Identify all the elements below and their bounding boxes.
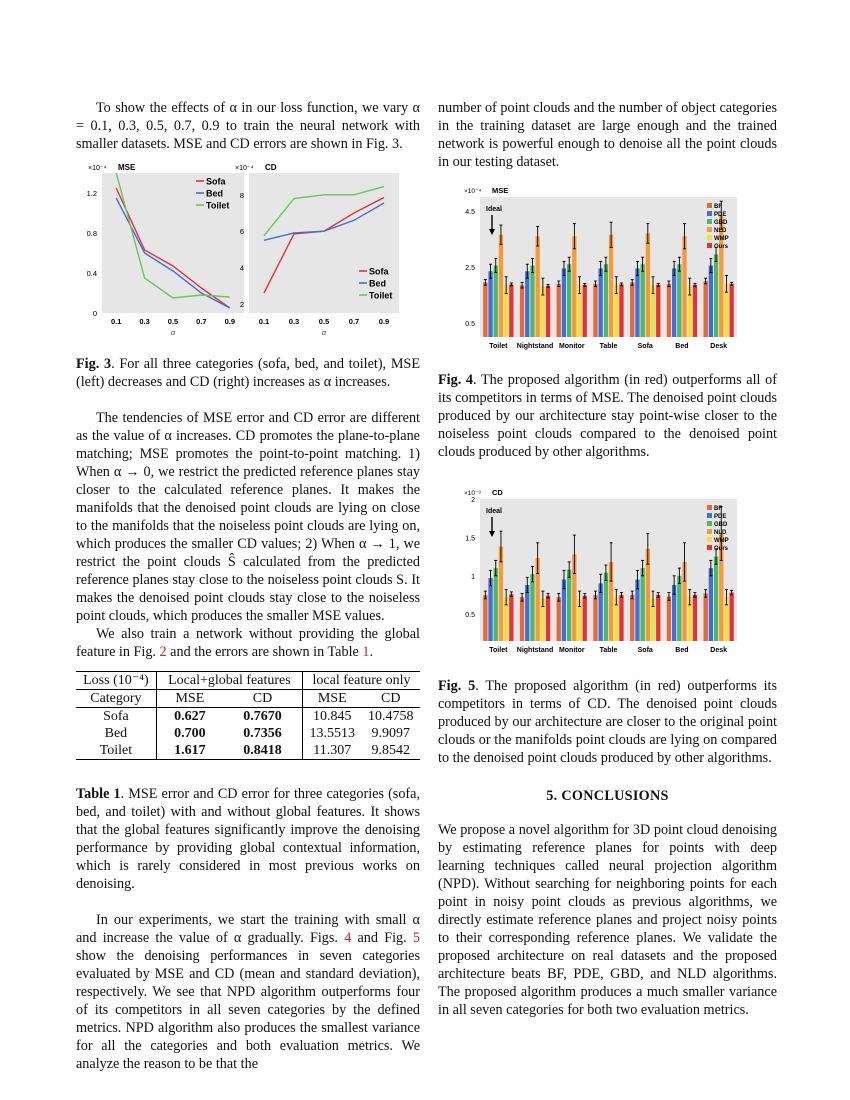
fig5-cd-legend-swatch-ours	[707, 545, 712, 550]
table-cell: 10.845	[313, 709, 352, 724]
fig4-mse-bar-nld	[536, 236, 540, 337]
fig5-cd-title: CD	[492, 488, 503, 497]
fig5-cd-bar-ours	[509, 594, 513, 641]
table-1-caption	[76, 785, 420, 893]
paragraph-continued: number of point clouds and the number of object categories in the training dataset are large enough and the trained network is powerful enough to denoise all the point clouds in our testing dataset.	[438, 100, 777, 170]
fig4-mse-category-label: Table	[599, 343, 618, 350]
fig4-mse-category-label: Monitor	[558, 343, 585, 350]
fig4-mse-ytick-label: 4.5	[465, 209, 475, 216]
table-cell: 0.8418	[223, 742, 303, 760]
fig3-cd-ytick-label: 4	[239, 263, 244, 273]
fig4-mse-category-label: Bed	[675, 343, 689, 350]
fig4-mse-legend-swatch-ours	[707, 243, 712, 248]
fig4-mse-category-label: Sofa	[637, 343, 653, 350]
fig5-cd-bar-ours	[656, 595, 660, 641]
fig3-mse-title: MSE	[118, 163, 136, 172]
table-cell: 9.8542	[362, 742, 420, 760]
table-header-category: Category	[76, 690, 156, 708]
table-header-mse-1: MSE	[156, 690, 223, 708]
fig3-cd-title: CD	[265, 163, 277, 172]
fig3-cd-xtick-label: 0.1	[258, 317, 270, 326]
fig3-cd-xlabel: α	[321, 328, 327, 337]
fig3-cd-legend-label-toilet: Toilet	[369, 290, 393, 301]
fig4-mse-legend-label-bf: BF	[714, 204, 722, 210]
fig5-cd-category-label: Sofa	[637, 647, 653, 654]
fig4-mse-legend-swatch-pde	[707, 211, 712, 216]
table-cell: Bed	[76, 725, 156, 742]
table-cell: 9.9097	[371, 726, 410, 741]
fig3-mse-group	[87, 163, 244, 337]
fig4-mse-ytick-label: 2.5	[465, 265, 475, 272]
fig4-mse-bar-nld	[682, 236, 686, 337]
fig4-mse-category-label: Desk	[710, 343, 728, 350]
fig5-cd-ideal-label: Ideal	[486, 508, 502, 515]
fig4-mse-bar-nld	[572, 236, 576, 337]
paragraph-conclusions: We propose a novel algorithm for 3D point cloud denoising by estimating reference planes for points with deep learning techniques called neural projection algorithm (NPD). Without searching for neighboring points for each point in noisy point clouds as previous algorithms, we directly estimate reference planes and project noisy points to their corresponding reference planes. We validate the proposed architecture on real datasets and the proposed architecture beats BF, PDE, GBD, and NLD algorithms. The proposed algorithm produces a much smaller variance in all seven categories for both two evaluation metrics.	[438, 822, 777, 1018]
fig4-mse-bar-nld	[646, 233, 650, 337]
fig3-cd-legend-label-sofa: Sofa	[369, 266, 389, 277]
para4-text-c: show the denoising performances in seven categories evaluated by MSE and CD (mean and standard deviation), respectively. We see that NPD algorithm outperforms four of its competitors in all seven categories by the defined metrics. NPD algorithm also produces the smallest variance for all the categories and both evaluation metrics. We analyze the reason to be that the	[76, 948, 420, 1072]
figure-2-link[interactable]: 2	[159, 644, 167, 660]
fig5-cd-legend-label-wmp: WMP	[714, 538, 729, 544]
table-row	[76, 708, 420, 726]
figure-4-caption-text: . The proposed algorithm (in red) outperforms all of its competitors in terms of MSE. The denoised point clouds produced by our architecture stay point-wise closer to the noiseless point clouds compared to the denoised point clouds produced by other algorithms.	[438, 372, 777, 460]
fig5-cd-bar-pde	[709, 568, 713, 641]
table-row	[76, 742, 420, 760]
paragraph-experiments	[76, 911, 420, 1073]
table-cell: 0.700	[174, 726, 206, 741]
fig5-cd-bar-ours	[693, 595, 697, 641]
fig4-mse-category-label: Nightstand	[516, 343, 554, 350]
fig3-cd-scale-label: ×10⁻⁴	[235, 165, 254, 172]
fig3-mse-ytick-label: 1.2	[86, 189, 97, 198]
table-cell: 13.5513	[309, 726, 356, 741]
figure-5-caption-label: Fig. 5	[438, 678, 476, 694]
fig4-mse-legend-swatch-bf	[707, 203, 712, 208]
figure-3-caption-label: Fig. 3	[76, 356, 112, 372]
fig4-mse-bar-ours	[509, 284, 513, 337]
paragraph-tendencies: The tendencies of MSE error and CD error are different as the value of α increases. CD promotes the plane-to-plane matching; MSE promotes the point-to-point matching. 1) When α → 0, we restrict the predicted reference planes stay closer to the calculated reference planes. It makes the manifolds that the denoised point clouds are lying on close to the manifolds that the noiseless point clouds are lying on, which produces the smaller CD values; 2) When α → 1, we restrict the point clouds Ŝ calculated from the predicted reference planes stay close to the noiseless point clouds S. It makes the denoised point clouds stay close to the noiseless point clouds, which produces the smaller MSE values.	[76, 410, 420, 624]
fig4-mse-bar-ours	[583, 285, 587, 337]
fig4-mse-bar-pde	[488, 271, 492, 337]
fig4-mse-bar-ours	[693, 285, 697, 337]
fig5-cd-category-label: Nightstand	[516, 647, 554, 654]
table-cell: 11.307	[303, 742, 362, 760]
fig3-cd-xtick-label: 0.9	[378, 317, 390, 326]
fig3-mse-ytick-label: 0	[92, 309, 97, 318]
table-cell: 1.617	[156, 742, 223, 760]
table-cell: Sofa	[76, 708, 156, 726]
fig5-cd-bar-bf	[593, 595, 597, 641]
fig3-mse-ytick-label: 0.4	[86, 269, 97, 278]
fig5-cd-bar-ours	[619, 595, 623, 641]
table-cell: 0.7670	[223, 708, 303, 726]
fig4-mse-bar-gbd	[714, 254, 718, 337]
fig4-mse-bar-ours	[546, 286, 550, 337]
right-column	[438, 99, 777, 1019]
fig4-mse-bar-gbd	[567, 264, 571, 337]
left-column	[76, 99, 420, 1073]
table-header-local-global: Local+global features	[156, 672, 302, 690]
fig3-mse-ytick-label: 0.8	[86, 229, 97, 238]
fig5-cd-bar-gbd	[604, 573, 608, 641]
fig3-cd-ytick-label: 8	[239, 190, 244, 200]
fig4-mse-bar-bf	[557, 284, 561, 337]
figure-4-caption	[438, 371, 777, 461]
fig3-mse-xlabel: α	[170, 328, 176, 337]
figure-4-link[interactable]: 4	[344, 930, 352, 946]
fig4-mse-bar-bf	[483, 282, 487, 337]
table-1-link[interactable]: 1	[362, 644, 370, 660]
fig4-mse-plot-area	[480, 197, 737, 337]
fig3-cd-legend-label-bed: Bed	[369, 278, 387, 289]
fig4-mse-category-label: Toilet	[489, 343, 508, 350]
fig5-cd-bar-ours	[730, 593, 734, 641]
fig4-mse-bar-pde	[599, 268, 603, 337]
fig4-mse-bar-ours	[730, 284, 734, 337]
fig5-cd-bar-bf	[704, 593, 708, 641]
table-header-cd-1: CD	[223, 690, 303, 708]
fig4-mse-bar-gbd	[530, 266, 534, 337]
fig5-cd-bar-gbd	[530, 574, 534, 641]
fig3-cd-ytick-label: 6	[239, 227, 244, 237]
fig4-mse-scale-label: ×10⁻⁴	[464, 188, 482, 195]
fig4-mse-bar-ours	[619, 284, 623, 337]
fig5-cd-bar-gbd	[714, 557, 718, 641]
table-1-caption-label: Table 1	[76, 786, 121, 802]
fig4-mse-bar-pde	[709, 266, 713, 337]
fig4-mse-bar-gbd	[494, 266, 498, 337]
paragraph-global-feature	[76, 625, 420, 661]
fig4-mse-bar-ours	[656, 285, 660, 337]
fig3-mse-legend-label-sofa: Sofa	[206, 176, 226, 187]
fig5-cd-plot-area	[480, 499, 737, 641]
fig5-cd-bar-ours	[583, 596, 587, 641]
figure-5-link[interactable]: 5	[412, 930, 420, 946]
fig4-mse-bar-gbd	[641, 264, 645, 337]
fig4-mse-bar-bf	[667, 284, 671, 337]
fig5-cd-legend-swatch-nld	[707, 529, 712, 534]
fig5-cd-bar-gbd	[494, 568, 498, 641]
fig5-cd-ytick-label: 1	[471, 573, 475, 581]
fig5-cd-bar-bf	[667, 597, 671, 642]
fig5-cd-scale-label: ×10⁻³	[464, 490, 481, 497]
para4-text-a: In our experiments, we start the training with small α and increase the value of α gradually. Figs.	[76, 912, 420, 946]
fig4-mse-legend-swatch-nld	[707, 227, 712, 232]
fig4-mse-group	[464, 186, 737, 350]
fig4-mse-bar-bf	[520, 285, 524, 337]
table-cell: 10.4758	[368, 709, 414, 724]
fig5-cd-category-label: Bed	[675, 647, 689, 654]
fig5-cd-category-label: Table	[599, 647, 618, 654]
fig5-cd-bar-bf	[483, 595, 487, 641]
table-header-local-only: local feature only	[303, 672, 420, 690]
fig5-cd-bar-gbd	[567, 570, 571, 641]
para3-text-c: .	[369, 644, 373, 660]
fig4-mse-bar-gbd	[677, 264, 681, 337]
fig4-mse-legend-label-wmp: WMP	[714, 236, 729, 242]
figure-5-caption	[438, 677, 777, 767]
figure-4-caption-label: Fig. 4	[438, 372, 474, 388]
figure-3-caption	[76, 355, 420, 391]
table-cell: 0.7356	[223, 725, 303, 742]
fig5-cd-category-label: Toilet	[489, 647, 508, 654]
fig5-cd-bar-bf	[630, 595, 634, 641]
figure-5-caption-text: . The proposed algorithm (in red) outperforms its competitors in terms of CD. The denoised point clouds produced by our architecture are closer to the original point clouds or the manifolds point clouds are lying on compared to the denoised point clouds produced by other algorithms.	[438, 678, 778, 766]
fig5-cd-legend-swatch-pde	[707, 513, 712, 518]
fig3-cd-xtick-label: 0.5	[318, 317, 330, 326]
fig3-cd-group	[235, 163, 399, 337]
fig5-cd-bar-bf	[557, 597, 561, 641]
fig5-cd-legend-label-bf: BF	[714, 506, 722, 512]
fig4-mse-bar-pde	[525, 271, 529, 337]
fig5-cd-category-label: Monitor	[558, 647, 585, 654]
fig3-mse-xtick-label: 0.3	[139, 317, 150, 326]
fig5-cd-legend-label-pde: PDE	[714, 514, 727, 520]
fig3-cd-xtick-label: 0.3	[288, 317, 300, 326]
fig4-mse-bar-pde	[672, 268, 676, 337]
figure-5	[438, 485, 777, 659]
figure-4	[438, 183, 777, 355]
fig5-cd-bar-ours	[546, 596, 550, 641]
figure-3	[76, 161, 420, 343]
paragraph-alpha-effects: To show the effects of α in our loss function, we vary α = 0.1, 0.3, 0.5, 0.7, 0.9 to train the neural network with smaller datasets. MSE and CD errors are shown in Fig. 3.	[76, 100, 420, 152]
fig4-mse-legend-label-pde: PDE	[714, 212, 727, 218]
fig4-mse-legend-label-ours: Ours	[714, 244, 729, 250]
fig4-mse-bar-bf	[704, 281, 708, 337]
fig4-mse-bar-nld	[609, 235, 613, 337]
fig5-cd-bar-gbd	[641, 568, 645, 641]
fig5-cd-bar-pde	[525, 585, 529, 641]
fig3-mse-xtick-label: 0.7	[196, 317, 207, 326]
fig3-mse-xtick-label: 0.1	[110, 317, 122, 326]
fig4-mse-bar-gbd	[604, 264, 608, 337]
para4-text-b: and Fig.	[351, 930, 413, 946]
figure-3-caption-text: . For all three categories (sofa, bed, and toilet), MSE (left) decreases and CD (right) increases as α increases.	[76, 356, 420, 390]
section-heading-conclusions: 5. CONCLUSIONS	[546, 788, 669, 804]
fig4-mse-legend-swatch-gbd	[707, 219, 712, 224]
fig3-cd-ytick-label: 2	[239, 299, 244, 309]
fig5-cd-legend-label-nld: NLD	[714, 530, 727, 536]
fig5-cd-bar-bf	[520, 597, 524, 641]
table-1-caption-text: . MSE error and CD error for three categories (sofa, bed, and toilet) with and without global features. It shows that the global features significantly improve the denoising performance by providing global contextual information, which is rarely considered in most previous works on denoising.	[76, 786, 420, 892]
fig4-mse-bar-bf	[593, 284, 597, 337]
table-1	[76, 671, 420, 760]
table-header-loss: Loss (10⁻⁴)	[76, 672, 156, 690]
fig4-mse-bar-bf	[630, 282, 634, 337]
fig3-mse-xtick-label: 0.9	[224, 317, 236, 326]
fig5-cd-ytick-label: 1.5	[465, 535, 475, 543]
fig4-mse-legend-swatch-wmp	[707, 235, 712, 240]
fig3-mse-scale-label: ×10⁻⁴	[88, 165, 107, 172]
fig5-cd-bar-pde	[488, 578, 492, 641]
fig4-mse-ideal-label: Ideal	[486, 206, 502, 213]
fig4-mse-bar-nld	[499, 235, 503, 337]
para3-text-a: We also train a network without providing the global feature in Fig.	[76, 626, 420, 660]
fig5-cd-legend-swatch-gbd	[707, 521, 712, 526]
fig5-cd-legend-label-gbd: GBD	[714, 522, 728, 528]
para3-text-b: and the errors are shown in Table	[166, 644, 363, 660]
table-header-mse-2: MSE	[303, 690, 362, 708]
fig4-mse-bar-pde	[635, 268, 639, 337]
fig3-mse-xtick-label: 0.5	[167, 317, 179, 326]
fig4-mse-legend-label-nld: NLD	[714, 228, 727, 234]
table-cell: 0.627	[174, 709, 206, 724]
fig4-mse-bar-pde	[562, 268, 566, 337]
fig5-cd-ytick-label: 2	[471, 497, 475, 504]
fig3-mse-legend-label-toilet: Toilet	[206, 200, 230, 211]
fig4-mse-title: MSE	[492, 186, 509, 195]
table-cell: Toilet	[76, 742, 156, 760]
fig3-cd-xtick-label: 0.7	[348, 317, 360, 326]
fig4-mse-ytick-label: 0.5	[465, 321, 475, 328]
fig3-mse-legend-label-bed: Bed	[206, 188, 224, 199]
fig5-cd-category-label: Desk	[710, 647, 728, 654]
fig5-cd-legend-label-ours: Ours	[714, 546, 729, 552]
fig4-mse-legend-label-gbd: GBD	[714, 220, 728, 226]
fig5-cd-ytick-label: 0.5	[465, 612, 475, 620]
fig5-cd-bar-gbd	[677, 576, 681, 641]
table-row	[76, 725, 420, 742]
table-header-cd-2: CD	[362, 690, 420, 708]
fig5-cd-legend-swatch-wmp	[707, 537, 712, 542]
fig5-cd-legend-swatch-bf	[707, 505, 712, 510]
fig5-cd-group	[464, 488, 737, 654]
